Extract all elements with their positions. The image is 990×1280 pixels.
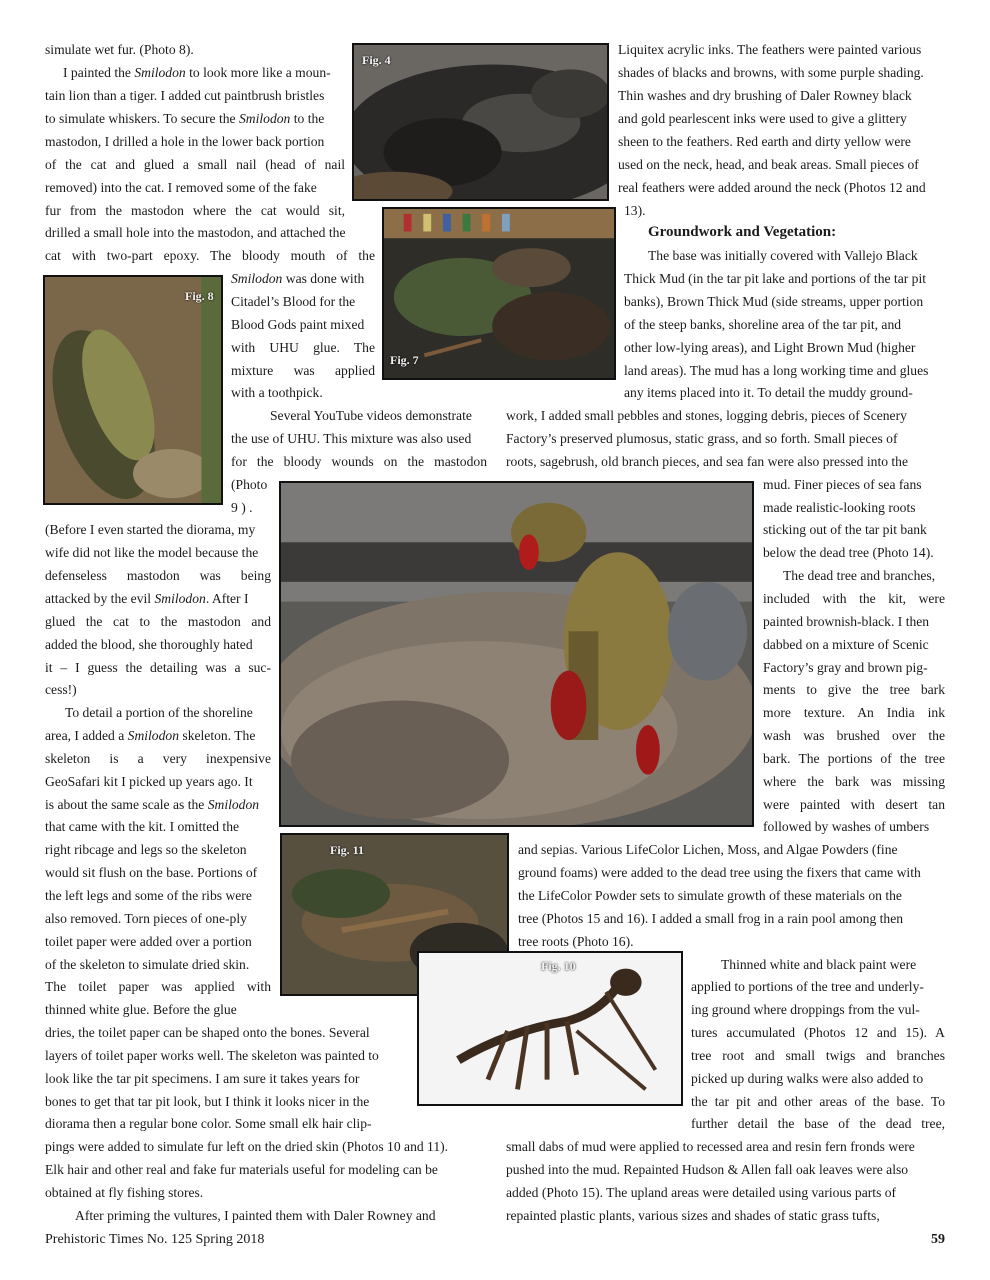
body-text-line: obtained at fly fishing stores. <box>45 1185 204 1200</box>
body-text-line: and sepias. Various LifeColor Lichen, Moss, and Algae Powders (fine <box>518 842 898 857</box>
body-text-line: wife did not like the model because the <box>45 545 259 560</box>
body-text-line: Citadel’s Blood for the <box>231 294 356 309</box>
figure-4-image <box>354 45 607 199</box>
body-text-line: tree (Photos 15 and 16). I added a small frog in a rain pool among then <box>518 911 904 926</box>
body-text-line: the left legs and some of the ribs were <box>45 888 252 903</box>
body-text-line: also removed. Torn pieces of one-ply <box>45 911 247 926</box>
body-text-line: Smilodon was done with <box>231 271 365 286</box>
body-text-line: After priming the vultures, I painted them with Daler Rowney and <box>75 1208 436 1223</box>
body-text-line: roots, sagebrush, old branch pieces, and sea fan were also pressed into the <box>506 454 909 469</box>
body-text-line: Factory’s gray and brown pig- <box>763 660 928 675</box>
body-text-line: sticking out of the tar pit bank <box>763 522 927 537</box>
body-text-line: glued the cat to the mastodon and <box>45 614 271 629</box>
body-text-line: ing ground where droppings from the vul- <box>691 1002 920 1017</box>
body-text-line: Factory’s preserved plumosus, static grass, and so forth. Small pieces of <box>506 431 898 446</box>
body-text-line: Thinned white and black paint were <box>721 957 917 972</box>
body-text-line: The dead tree and branches, <box>783 568 936 583</box>
figure-7-label: Fig. 7 <box>390 353 419 367</box>
body-text-line: drilled a small hole into the mastodon, and attached the <box>45 225 346 240</box>
body-text-line: thinned white glue. Before the glue <box>45 1002 237 1017</box>
body-text-line: made realistic-looking roots <box>763 500 916 515</box>
body-text-line: used on the neck, head, and beak areas. Small pieces of <box>618 157 919 172</box>
body-text-line: (Photo <box>231 477 268 492</box>
body-text-line: tain lion than a tiger. I added cut paintbrush bristles <box>45 88 325 103</box>
body-text-line: Several YouTube videos demonstrate <box>270 408 472 423</box>
body-text-line: cat with two-part epoxy. The bloody mouth of the <box>45 248 375 263</box>
body-text-line: area, I added a Smilodon skeleton. The <box>45 728 256 743</box>
body-text-line: The base was initially covered with Vallejo Black <box>648 248 918 263</box>
body-text-line: of the skeleton to simulate dried skin. <box>45 957 250 972</box>
footer-publication: Prehistoric Times No. 125 Spring 2018 <box>45 1232 265 1247</box>
body-text-line: mixture was applied <box>231 363 375 378</box>
body-text-line: where the bark was missing <box>763 774 945 789</box>
body-text-line: with UHU glue. The <box>231 340 375 355</box>
body-text-line: ments to give the tree bark <box>763 682 945 697</box>
body-text-line: To detail a portion of the shoreline <box>65 705 253 720</box>
body-text-line: more texture. An India ink <box>763 705 945 720</box>
body-text-line: picked up during walks were also added to <box>691 1071 924 1086</box>
body-text-line: is about the same scale as the Smilodon <box>45 797 260 812</box>
body-text-line: cess!) <box>45 682 77 697</box>
body-text-line: I painted the Smilodon to look more like a moun- <box>63 65 331 80</box>
figure-10-image <box>419 953 681 1104</box>
body-text-line: banks), Brown Thick Mud (side streams, upper portion <box>624 294 924 309</box>
body-text-line: mastodon, I drilled a hole in the lower back portion <box>45 134 325 149</box>
body-text-line: would sit flush on the base. Portions of <box>45 865 258 880</box>
body-text-line: mud. Finer pieces of sea fans <box>763 477 922 492</box>
body-text-line: added the blood, she thoroughly hated <box>45 637 253 652</box>
body-text-line: of the cat and glued a small nail (head of nail <box>45 157 345 172</box>
figure-4-label: Fig. 4 <box>362 53 391 67</box>
body-text-line: tures accumulated (Photos 12 and 15). A <box>691 1025 945 1040</box>
body-text-line: applied to portions of the tree and underly- <box>691 979 924 994</box>
body-text-line: further detail the base of the dead tree, <box>691 1116 945 1131</box>
body-text-line: were painted with desert tan <box>763 797 945 812</box>
body-text-line: layers of toilet paper works well. The skeleton was painted to <box>45 1048 379 1063</box>
body-text-line: real feathers were added around the neck (Photos 12 and <box>618 180 926 195</box>
figure-9-image <box>281 483 752 825</box>
body-text-line: dries, the toilet paper can be shaped onto the bones. Several <box>45 1025 370 1040</box>
figure-8-image <box>45 277 221 503</box>
body-text-line: that came with the kit. I omitted the <box>45 819 240 834</box>
body-text-line: of the steep banks, shoreline area of the tar pit, and <box>624 317 902 332</box>
figure-8-smilodon-closeup <box>43 275 223 505</box>
body-text-line: 13). <box>624 203 646 218</box>
body-text-line: sheen to the feathers. Red earth and dirty yellow were <box>618 134 911 149</box>
body-text-line: land areas). The mud has a long working time and glues <box>624 363 929 378</box>
body-text-line: fur from the mastodon where the cat would sit, <box>45 203 345 218</box>
body-text-line: tree root and small twigs and branches <box>691 1048 945 1063</box>
figure-10-skeleton-closeup <box>417 951 683 1106</box>
body-text-line: it – I guess the detailing was a suc- <box>45 660 271 675</box>
body-text-line: any items placed into it. To detail the muddy ground- <box>624 385 913 400</box>
body-text-line: bones to get that tar pit look, but I think it looks nicer in the <box>45 1094 370 1109</box>
body-text-line: skeleton is a very inexpensive <box>45 751 271 766</box>
body-text-line: Thin washes and dry brushing of Daler Rowney black <box>618 88 912 103</box>
figure-4-mastodon-head <box>352 43 609 201</box>
body-text-line: look like the tar pit specimens. I am sure it takes years for <box>45 1071 360 1086</box>
body-text-line: diorama then a regular bone color. Some small elk hair clip- <box>45 1116 372 1131</box>
body-text-line: toilet paper were added over a portion <box>45 934 252 949</box>
body-text-line: defenseless mastodon was being <box>45 568 271 583</box>
body-text-line: followed by washes of umbers <box>763 819 930 834</box>
body-text-line: bark. The portions of the tree <box>763 751 945 766</box>
body-text-line: below the dead tree (Photo 14). <box>763 545 934 560</box>
body-text-line: Blood Gods paint mixed <box>231 317 365 332</box>
body-text-line: dabbed on a mixture of Scenic <box>763 637 929 652</box>
figure-8-label: Fig. 8 <box>185 289 214 303</box>
body-text-line: Elk hair and other real and fake fur materials useful for modeling can be <box>45 1162 438 1177</box>
body-text-line: Thick Mud (in the tar pit lake and portions of the tar pit <box>624 271 927 286</box>
body-text-line: pushed into the mud. Repainted Hudson & Allen fall oak leaves were also <box>506 1162 909 1177</box>
body-text-line: the tar pit and other areas of the base. To <box>691 1094 945 1109</box>
body-text-line: wash was brushed over the <box>763 728 945 743</box>
body-text-line: repainted plastic plants, various sizes and shades of static grass tufts, <box>506 1208 880 1223</box>
figure-11-label: Fig. 11 <box>330 843 365 857</box>
body-text-line: attacked by the evil Smilodon. After I <box>45 591 249 606</box>
body-text-line: 9 ) . <box>231 500 253 515</box>
body-text-line: shades of blacks and browns, with some purple shading. <box>618 65 924 80</box>
body-text-line: painted brownish-black. I then <box>763 614 930 629</box>
body-text-line: added (Photo 15). The upland areas were detailed using various parts of <box>506 1185 897 1200</box>
figure-9-smilodon-on-mastodon <box>279 481 754 827</box>
body-text-line: GeoSafari kit I picked up years ago. It <box>45 774 253 789</box>
body-text-line: (Before I even started the diorama, my <box>45 522 256 537</box>
body-text-line: ground foams) were added to the dead tree using the fixers that came with <box>518 865 921 880</box>
body-text-line: included with the kit, were <box>763 591 945 606</box>
body-text-line: the LifeColor Powder sets to simulate growth of these materials on the <box>518 888 902 903</box>
body-text-line: and gold pearlescent inks were used to give a glittery <box>618 111 907 126</box>
body-text-line: to simulate whiskers. To secure the Smilodon to the <box>45 111 325 126</box>
body-text-line: tree roots (Photo 16). <box>518 934 634 949</box>
body-text-line: pings were added to simulate fur left on the dried skin (Photos 10 and 11). <box>45 1139 449 1154</box>
body-text-line: work, I added small pebbles and stones, logging debris, pieces of Scenery <box>506 408 907 423</box>
footer-page-number: 59 <box>931 1232 945 1247</box>
body-text-line: other low-lying areas), and Light Brown Mud (higher <box>624 340 916 355</box>
body-text-line: for the bloody wounds on the mastodon <box>231 454 487 469</box>
section-heading-groundwork: Groundwork and Vegetation: <box>648 224 837 240</box>
body-text-line: removed) into the cat. I removed some of the fake <box>45 180 317 195</box>
figure-7-diorama-overview <box>382 207 616 380</box>
figure-10-label: Fig. 10 <box>541 959 576 973</box>
body-text-line: with a toothpick. <box>231 385 323 400</box>
body-text-line: the use of UHU. This mixture was also used <box>231 431 472 446</box>
body-text-line: right ribcage and legs so the skeleton <box>45 842 247 857</box>
body-text-line: Liquitex acrylic inks. The feathers were painted various <box>618 42 922 57</box>
body-text-line: The toilet paper was applied with <box>45 979 271 994</box>
body-text-line: simulate wet fur. (Photo 8). <box>45 42 194 57</box>
body-text-line: small dabs of mud were applied to recessed area and resin fern fronds were <box>506 1139 915 1154</box>
